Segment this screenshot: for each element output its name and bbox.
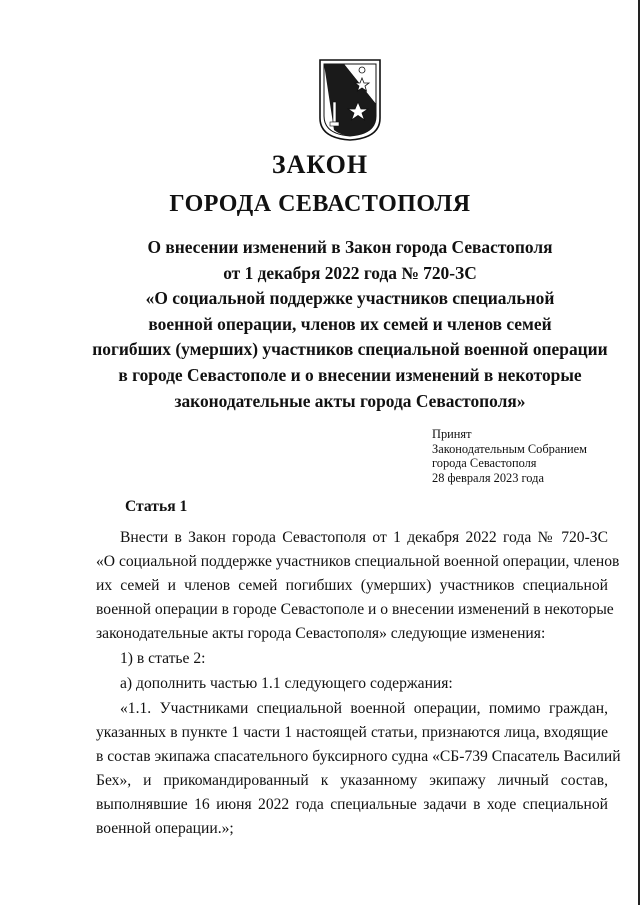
adoption-line: города Севастополя (432, 456, 537, 470)
article-text-line: выполнявшие 16 июня 2022 года специальные задачи в ходе специальной (96, 796, 608, 813)
subject-line: от 1 декабря 2022 года № 720-ЗС (223, 262, 477, 283)
article-text-line: их семей и членов семей погибших (умерших) участников специальной (96, 577, 608, 594)
article-text-line: а) дополнить частью 1.1 следующего содержания: (120, 675, 453, 692)
article-text-line: в состав экипажа спасательного буксирного судна «СБ-739 Спасатель Василий (96, 748, 621, 765)
article-text-line: законодательные акты города Севастополя» следующие изменения: (96, 625, 546, 642)
coat-of-arms-icon (318, 58, 382, 142)
adoption-block (432, 427, 587, 485)
article-text-line: «1.1. Участниками специальной военной операции, помимо граждан, (120, 700, 608, 717)
city-title: ГОРОДА СЕВАСТОПОЛЯ (169, 191, 471, 217)
article-text-line: военной операции.»; (96, 820, 234, 837)
subject-line: военной операции, членов их семей и членов семей (148, 313, 552, 334)
article-text-line: «О социальной поддержке участников специальной военной операции, членов (96, 553, 620, 570)
adoption-line: Принят (432, 427, 472, 441)
subject-line: в городе Севастополе и о внесении изменений в некоторые (118, 364, 582, 385)
article-text-line: 1) в статье 2: (120, 650, 206, 667)
subject-line: «О социальной поддержке участников специальной (145, 288, 555, 309)
subject-line: законодательные акты города Севастополя» (174, 390, 526, 411)
subject-line: О внесении изменений в Закон города Севастополя (147, 237, 553, 257)
article-text-line: Внести в Закон города Севастополя от 1 декабря 2022 года № 720-ЗС (120, 529, 608, 546)
subject-line: погибших (умерших) участников специальной военной операции (92, 339, 608, 360)
adoption-date: 28 февраля 2023 года (432, 470, 544, 485)
adoption-line: Законодательным Собранием (432, 441, 587, 456)
article-text-line: указанных в пункте 1 части 1 настоящей статьи, признаются лица, входящие (96, 724, 608, 741)
law-subject (90, 235, 610, 414)
article-title: Статья 1 (125, 498, 188, 515)
article-text-line: военной операции в городе Севастополе и о внесении изменений в некоторые (96, 601, 614, 618)
article-text-line: Бех», и прикомандированный к указанному экипажу личный состав, (96, 772, 608, 789)
law-title: ЗАКОН (271, 150, 369, 179)
